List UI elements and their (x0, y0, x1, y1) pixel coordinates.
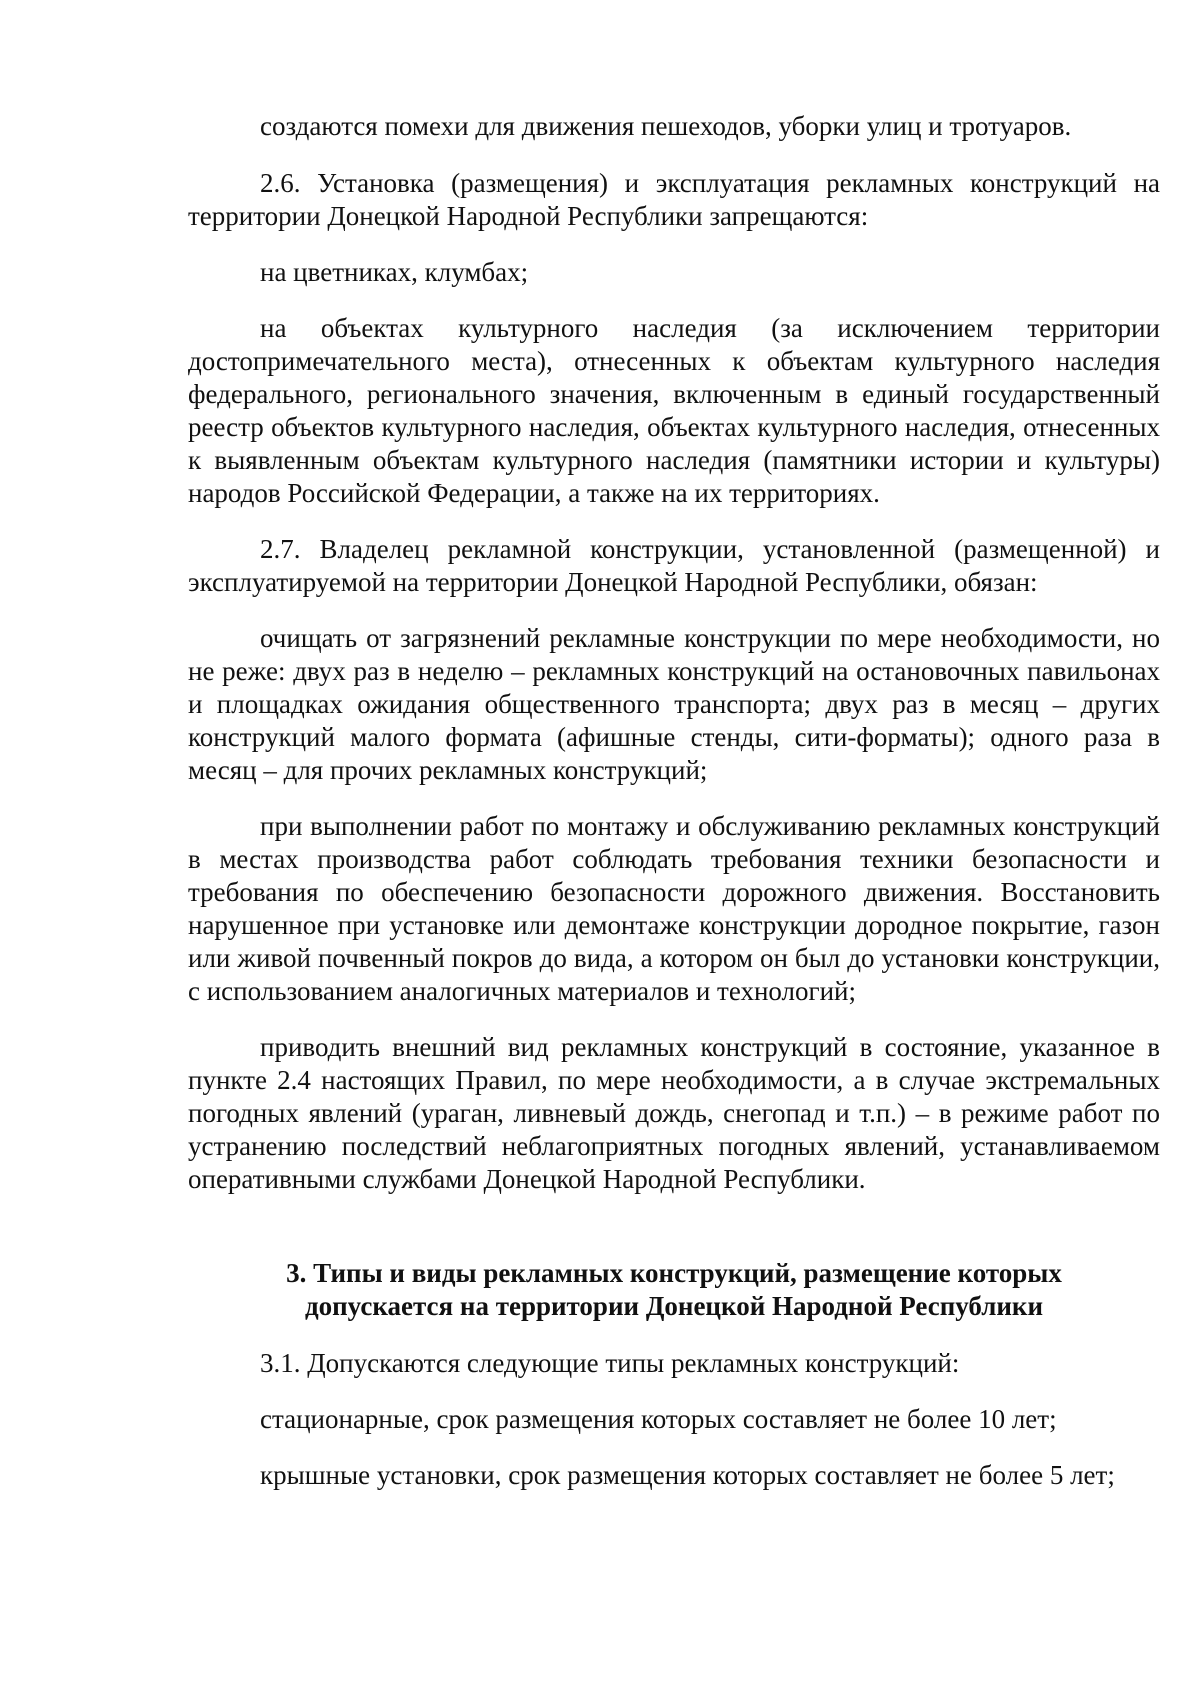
section-heading-line: допускается на территории Донецкой Народной Республики (304, 1291, 1044, 1321)
paragraph: 2.7. Владелец рекламной конструкции, установленной (размещенной) и эксплуатируемой на территории Донецкой Народной Республики, обязан: (188, 534, 1160, 597)
paragraph: стационарные, срок размещения которых составляет не более 10 лет; (260, 1404, 1057, 1434)
section-heading-line: 3. Типы и виды рекламных конструкций, размещение которых (286, 1258, 1062, 1288)
section-heading (188, 1257, 1160, 1323)
document-page (188, 110, 1160, 1515)
paragraph: при выполнении работ по монтажу и обслуживанию рекламных конструкций в местах производства работ соблюдать требования техники безопасности и требования по обеспечению безопасности дорожного движения. Восстановить нарушенное при установке или демонтаже конструкции дородное покрытие, газон или живой почвенный покров до вида, а котором он был до установки конструкции, с использованием аналогичных материалов и технологий; (188, 811, 1160, 1006)
paragraph: на цветниках, клумбах; (260, 257, 529, 287)
paragraph: крышные установки, срок размещения которых составляет не более 5 лет; (260, 1460, 1115, 1490)
paragraph: очищать от загрязнений рекламные конструкции по мере необходимости, но не реже: двух раз в неделю – рекламных конструкций на остановочных павильонах и площадках ожидания общественного транспорта; двух раз в месяц – других конструкций малого формата (афишные стенды, сити-форматы); одного раза в месяц – для прочих рекламных конструкций; (188, 623, 1160, 785)
paragraph: приводить внешний вид рекламных конструкций в состояние, указанное в пункте 2.4 настоящих Правил, по мере необходимости, а в случае экстремальных погодных явлений (ураган, ливневый дождь, снегопад и т.п.) – в режиме работ по устранению последствий неблагоприятных погодных явлений, устанавливаемом оперативными службами Донецкой Народной Республики. (188, 1032, 1160, 1194)
paragraph: 3.1. Допускаются следующие типы рекламных конструкций: (260, 1348, 960, 1378)
paragraph: на объектах культурного наследия (за исключением территории достопримечательного места), отнесенных к объектам культурного наследия федерального, регионального значения, включенным в единый государственный реестр объектов культурного наследия, объектах культурного наследия, отнесенных к выявленным объектам культурного наследия (памятники истории и культуры) народов Российской Федерации, а также на их территориях. (188, 313, 1160, 508)
paragraph: создаются помехи для движения пешеходов, уборки улиц и тротуаров. (260, 111, 1072, 141)
paragraph: 2.6. Установка (размещения) и эксплуатация рекламных конструкций на территории Донецкой Народной Республики запрещаются: (188, 168, 1160, 231)
